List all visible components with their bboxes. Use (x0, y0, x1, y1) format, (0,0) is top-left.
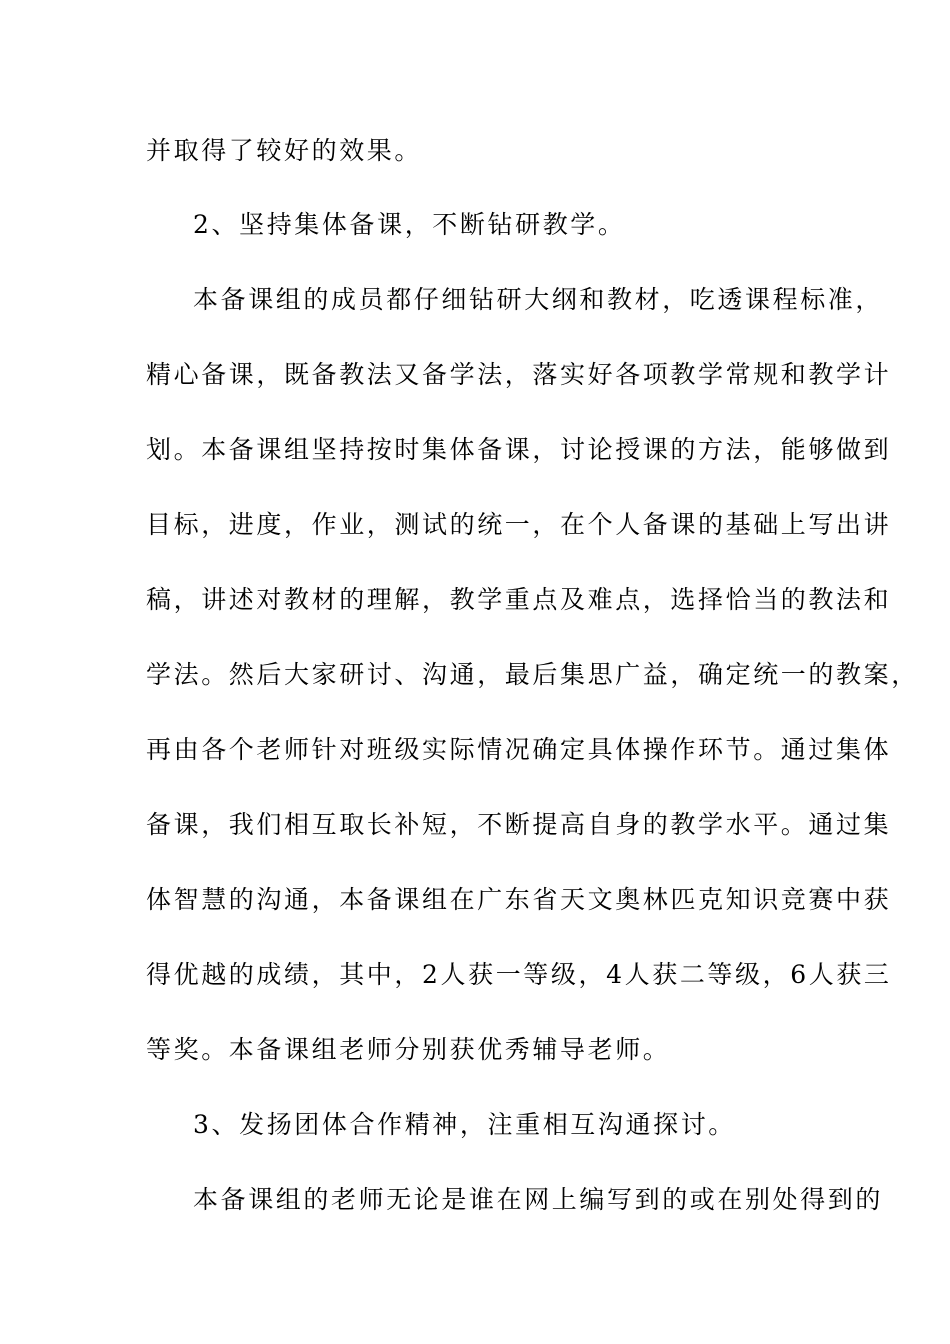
text-line-8: 学法。然后大家研讨、沟通，最后集思广益，确定统一的教案， (146, 660, 919, 689)
text-line-9: 再由各个老师针对班级实际情况确定具体操作环节。通过集体 (146, 735, 892, 764)
text-line-6: 目标，进度，作业，测试的统一，在个人备课的基础上写出讲 (146, 510, 892, 539)
text-line-10: 备课，我们相互取长补短，不断提高自身的教学水平。通过集 (146, 810, 892, 839)
text-line-7: 稿，讲述对教材的理解，教学重点及难点，选择恰当的教法和 (146, 585, 892, 614)
text-line-11: 体智慧的沟通，本备课组在广东省天文奥林匹克知识竞赛中获 (146, 885, 892, 914)
text-line-1: 并取得了较好的效果。 (146, 136, 423, 165)
section-heading-2: 2、坚持集体备课，不断钻研教学。 (193, 210, 626, 239)
paragraph-start: 本备课组的成员都仔细钻研大纲和教材，吃透课程标准， (193, 285, 884, 314)
text-line-4: 精心备课，既备教法又备学法，落实好各项教学常规和教学计 (146, 360, 892, 389)
text-line-5: 划。本备课组坚持按时集体备课，讨论授课的方法，能够做到 (146, 435, 892, 464)
text-line-13: 等奖。本备课组老师分别获优秀辅导老师。 (146, 1035, 671, 1064)
paragraph-start-2: 本备课组的老师无论是谁在网上编写到的或在别处得到的 (193, 1185, 884, 1214)
text-line-12: 得优越的成绩，其中，2人获一等级，4人获二等级，6人获三 (146, 960, 892, 989)
section-heading-3: 3、发扬团体合作精神，注重相互沟通探讨。 (193, 1110, 736, 1139)
